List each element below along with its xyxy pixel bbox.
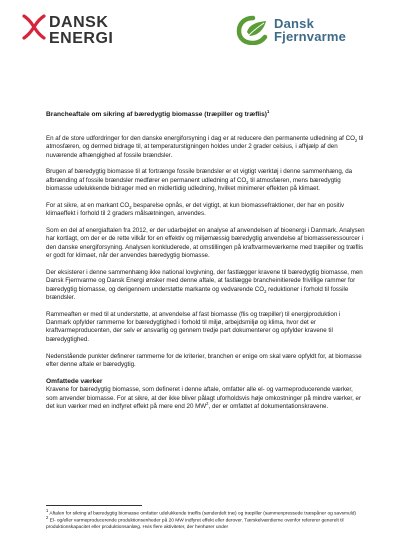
fjernvarme-leaf-icon [236, 15, 270, 45]
paragraph-3-a: For at sikre, at en markant CO [46, 201, 130, 209]
document-title-text: Brancheaftale om sikring af bæredygtig biomasse (træpiller og træflis) [46, 111, 267, 118]
footnote-number: 1 [46, 508, 49, 513]
section-heading: Omfattede værker [46, 377, 103, 385]
paragraph-2 [46, 168, 366, 193]
footnote-text: El- og/eller varmeproducerende produktionsenheder på 20 MW indfyret effekt eller derover. Tærskelværdierne ovenfor refererer generelt til produktionskapacitet eller produktionsanlæg. Hvis flere aktiviteter, der henhører under [46, 518, 344, 530]
paragraph-5 [46, 269, 366, 302]
footnote-divider [46, 505, 142, 506]
dansk-fjernvarme-wordmark [274, 17, 346, 43]
footnote-ref-2: 2 [206, 400, 209, 406]
paragraph-8-a: Kravene for bæredygtig biomasse, som defineret i denne aftale, omfatter alle el- og varmeproducerende værker, som anvender biomasse. For at sikre, at der ikke bliver pålagt uforholdsvis høje omkostninger på mindre værker, er det kun værker med en indfyret effekt på mere end 20 MW [46, 386, 362, 410]
dansk-fjernvarme-logo [236, 15, 347, 50]
dansk-energi-logo [22, 14, 114, 47]
dansk-energi-line2: ENERGI [49, 30, 114, 47]
co2-subscript: 2 [354, 138, 358, 144]
dansk-energi-wordmark [49, 15, 113, 47]
footnote-1 [46, 508, 366, 518]
letterhead [0, 0, 400, 60]
paragraph-4: Som en del af energiaftalen fra 2012, er der udarbejdet en analyse af anvendelsen af bioenergi i Danmark. Analysen har kortlagt, om der er de rette vilkår for en effektiv og miljømæssig bæredygtig anvendelse af biomasseressourcer i den danske energiforsyning. Analysen konkluderede, at omstillingen på kraftvarmeværkerne med træpiller og træflis er godt for klimaet, når der anvendes bæredygtig biomasse. [46, 227, 365, 260]
dansk-energi-line1: DANSK [49, 14, 109, 31]
title-footnote-ref: 1 [266, 108, 270, 114]
footnote-text: Aftalen for sikring af bæredygtig biomasse omfatter udelukkende træflis (sønderdelt træ) og træpiller (sammenpressede træspåner og savsmuld) [48, 511, 357, 517]
dansk-fjernvarme-line1: Dansk [274, 16, 315, 31]
footnote-number: 2 [46, 514, 49, 520]
paragraph-5-b: reduktioner i forhold til fossile brændsler. [46, 285, 349, 301]
co2-subscript: 2 [246, 180, 249, 186]
paragraph-7: Nedenstående punkter definerer rammerne for de kriterier, branchen er enige om skal være opfyldt for, at biomasse efter denne aftale er bæredygtig. [46, 352, 362, 368]
footnotes [46, 505, 366, 531]
paragraph-2-b: til atmosfæren, mens bæredygtig biomasse udelukkende bidrager med en midlertidig udledning, hvilket minimerer effekten på klimaet. [46, 176, 341, 193]
paragraph-6: Rammeaften er med til at understøtte, at anvendelse af fast biomasse (flis og træpiller) til energiproduktion i Danmark opfylder rammerne for bæredygtighed i forhold til miljø, arbejdsmiljø og klima, hvor det er kraftvarmeproducenten, der selv er ansvarlig og gennem tredje part dokumenterer og opfylder kravene til bæredygtighed. [46, 310, 341, 343]
dansk-fjernvarme-line2: Fjernvarme [274, 29, 347, 44]
dansk-energi-x-icon [22, 14, 46, 40]
paragraph-8-b: , der er omfattet af dokumentationskravene. [208, 402, 329, 410]
paragraph-8 [46, 386, 366, 411]
paragraph-3-b: besparelse opnås, er det vigtigt, at kun biomassefraktioner, der har en positiv klimaeffekt i forhold til 2 graders målsætningen, anvendes. [46, 201, 345, 218]
document-body [46, 110, 366, 420]
paragraph-1-a: En af de store udfordringer for den danske energiforsyning i dag er at reducere den permanente udledning af CO [46, 135, 355, 142]
paragraph-5-a: Der eksisterer i denne sammenhæng ikke national lovgivning, der fastlægger kravene til bæredygtig biomasse, men Dansk Fjernvarme og Dansk Energi ønsker med denne aftale, at fastlægge brancheinitierede frivillige rammer for bæredygtig biomasse, og derigennem understøtte markante og vedvarende CO [46, 268, 363, 293]
co2-subscript: 2 [264, 288, 267, 294]
paragraph-2-a: Brugen af bæredygtig biomasse til at fortrænge fossile brændsler er et vigtigt værktøj i denne sammenhæng, da afbrænding af fossile brændsler medfører en permanent udledning af CO [46, 168, 353, 184]
paragraph-3 [46, 202, 366, 219]
paragraph-1 [46, 135, 366, 160]
document-title [46, 110, 366, 119]
paragraph-1-b: til atmosfæren, og dermed bidrage til, at temperaturstigningen holdes under 2 grader celsius, i afhjælp af den nuværende afhængighed af fossile brændsler. [46, 135, 364, 159]
co2-subscript: 2 [129, 205, 132, 211]
